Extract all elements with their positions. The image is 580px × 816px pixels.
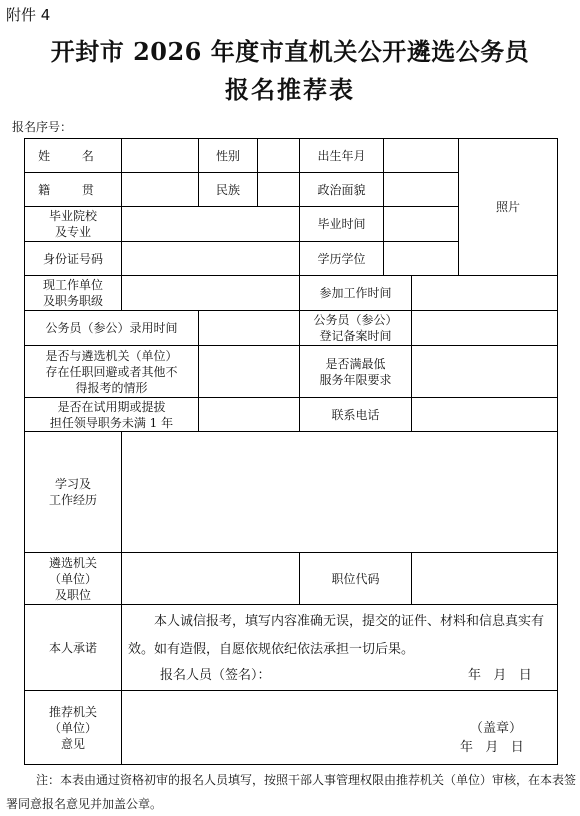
- recruit-time-field[interactable]: [198, 310, 299, 345]
- recruit-time-label: 公务员（参公）录用时间: [24, 310, 198, 345]
- registration-time-label: 公务员（参公） 登记备案时间: [299, 310, 411, 345]
- experience-label: 学习及 工作经历: [24, 431, 121, 552]
- form-title: 开封市 2026 年度市直机关公开遴选公务员: [50, 37, 530, 66]
- id-number-field[interactable]: [121, 241, 299, 275]
- graduation-time-label: 毕业时间: [299, 206, 383, 241]
- work-unit-label: 现工作单位 及职务职级: [24, 275, 121, 310]
- work-unit-field[interactable]: [121, 275, 299, 310]
- graduation-time-field[interactable]: [383, 206, 458, 241]
- seal-label: （盖章）: [470, 721, 523, 736]
- native-place-field[interactable]: [121, 172, 198, 206]
- experience-field[interactable]: [121, 431, 558, 552]
- political-status-label: 政治面貌: [299, 172, 383, 206]
- recommend-date: 年 月 日: [460, 740, 524, 755]
- probation-label: 是否在试用期或提拔 担任领导职务未满 1 年: [24, 397, 198, 431]
- degree-field[interactable]: [383, 241, 458, 275]
- birth-field[interactable]: [383, 138, 458, 172]
- position-code-label: 职位代码: [299, 552, 411, 604]
- school-major-label: 毕业院校 及专业: [24, 206, 121, 241]
- probation-field[interactable]: [198, 397, 299, 431]
- agency-position-label: 遴选机关 （单位） 及职位: [24, 552, 121, 604]
- native-place-label: 籍 贯: [24, 172, 121, 206]
- registration-time-field[interactable]: [411, 310, 558, 345]
- footnote: 注：本表由通过资格初审的报名人员填写，按照干部人事管理权限由推荐机关（单位）审核，在本表签署同意报名意见并加盖公章。: [6, 773, 577, 811]
- attachment-label: 附件 4: [6, 6, 51, 24]
- phone-field[interactable]: [411, 397, 558, 431]
- work-start-field[interactable]: [411, 275, 558, 310]
- avoidance-field[interactable]: [198, 345, 299, 397]
- id-number-label: 身份证号码: [24, 241, 121, 275]
- avoidance-label: 是否与遴选机关（单位） 存在任职回避或者其他不 得报考的情形: [24, 345, 198, 397]
- birth-label: 出生年月: [299, 138, 383, 172]
- pledge-text: 本人诚信报考，填写内容准确无误，提交的证件、材料和信息真实有效。如有造假，自愿依规依纪依法承担一切后果。: [128, 614, 545, 657]
- min-service-field[interactable]: [411, 345, 558, 397]
- agency-position-field[interactable]: [121, 552, 299, 604]
- work-start-label: 参加工作时间: [299, 275, 411, 310]
- gender-label: 性别: [198, 138, 257, 172]
- form-subtitle: 报名推荐表: [225, 75, 355, 104]
- registration-form-table: [24, 138, 558, 765]
- signer-label: 报名人员（签名）：: [160, 668, 271, 683]
- recommend-label: 推荐机关 （单位） 意见: [24, 690, 121, 765]
- pledge-label: 本人承诺: [24, 604, 121, 690]
- political-status-field[interactable]: [383, 172, 458, 206]
- school-major-field[interactable]: [121, 206, 299, 241]
- phone-label: 联系电话: [299, 397, 411, 431]
- position-code-field[interactable]: [411, 552, 558, 604]
- name-field[interactable]: [121, 138, 198, 172]
- ethnicity-field[interactable]: [257, 172, 299, 206]
- pledge-date: 年 月 日: [468, 668, 532, 683]
- ethnicity-label: 民族: [198, 172, 257, 206]
- name-label: 姓 名: [24, 138, 121, 172]
- registration-number-label: 报名序号：: [12, 120, 73, 134]
- min-service-label: 是否满最低 服务年限要求: [299, 345, 411, 397]
- gender-field[interactable]: [257, 138, 299, 172]
- degree-label: 学历学位: [299, 241, 383, 275]
- photo-box[interactable]: 照片: [458, 138, 558, 275]
